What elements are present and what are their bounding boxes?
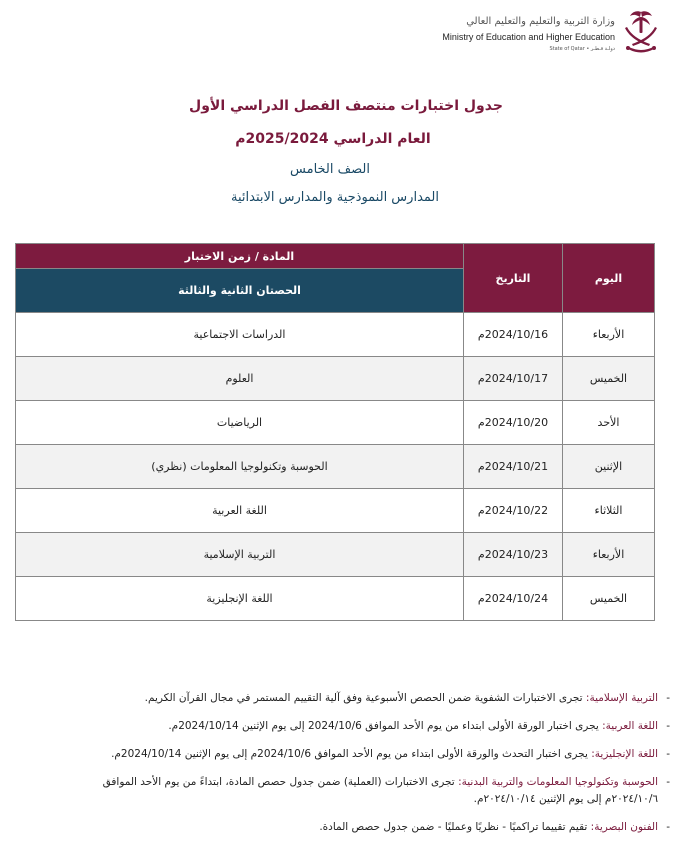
- table-row: [16, 489, 655, 533]
- cell-day: الأربعاء: [563, 313, 655, 357]
- cell-day: الأربعاء: [563, 533, 655, 577]
- cell-day: الخميس: [563, 577, 655, 621]
- cell-date: 2024/10/22م: [464, 489, 563, 533]
- header-date: التاريخ: [464, 244, 563, 313]
- cell-day: الإثنين: [563, 445, 655, 489]
- state-label: State of Qatar • دولـة قـطـر: [549, 46, 615, 52]
- note-label: اللغة العربية:: [602, 720, 658, 732]
- note-item: [70, 746, 668, 763]
- note-label: الحوسبة وتكنولوجيا المعلومات والتربية البدنية:: [458, 776, 658, 788]
- ministry-name-english: Ministry of Education and Higher Education: [442, 32, 615, 42]
- cell-subject: اللغة الإنجليزية: [16, 577, 464, 621]
- header-subject: المادة / زمن الاختبار: [16, 244, 464, 269]
- note-label: الفنون البصرية:: [590, 821, 658, 833]
- cell-subject: الحوسبة وتكنولوجيا المعلومات (نظري): [16, 445, 464, 489]
- note-item: [70, 819, 668, 836]
- cell-day: الأحد: [563, 401, 655, 445]
- note-item: [70, 774, 668, 808]
- ministry-logo: [442, 8, 663, 58]
- table-row: [16, 533, 655, 577]
- cell-date: 2024/10/16م: [464, 313, 563, 357]
- note-label: اللغة الإنجليزية:: [591, 748, 658, 760]
- note-text: يجرى اختبار التحدث والورقة الأولى ابتداء من يوم الأحد الموافق 2024/10/6م إلى يوم الإثنين 2024/10/14م.: [111, 748, 592, 760]
- note-item: [70, 690, 668, 707]
- title-line-1: جدول اختبارات منتصف الفصل الدراسي الأول: [189, 98, 503, 114]
- note-item: [70, 718, 668, 735]
- table-row: [16, 313, 655, 357]
- cell-subject: العلوم: [16, 357, 464, 401]
- ministry-name-arabic: وزارة التربية والتعليم والتعليم العالي: [466, 16, 615, 27]
- header-period: الحصتان الثانية والثالثة: [16, 269, 464, 313]
- note-text: تجرى الاختبارات الشفوية ضمن الحصص الأسبوعية وفق آلية التقييم المستمر في مجال القرآن الكريم.: [144, 692, 586, 704]
- cell-date: 2024/10/21م: [464, 445, 563, 489]
- title-schools: المدارس النموذجية والمدارس الابتدائية: [231, 190, 439, 205]
- cell-day: الخميس: [563, 357, 655, 401]
- cell-date: 2024/10/20م: [464, 401, 563, 445]
- cell-subject: الرياضيات: [16, 401, 464, 445]
- cell-date: 2024/10/24م: [464, 577, 563, 621]
- table-row: [16, 401, 655, 445]
- notes-list: [70, 690, 668, 847]
- cell-subject: الدراسات الاجتماعية: [16, 313, 464, 357]
- note-label: التربية الإسلامية:: [585, 692, 658, 704]
- title-line-2: العام الدراسي 2025/2024م: [235, 131, 431, 147]
- title-grade: الصف الخامس: [290, 162, 370, 177]
- cell-date: 2024/10/17م: [464, 357, 563, 401]
- header-day: اليوم: [563, 244, 655, 313]
- cell-subject: اللغة العربية: [16, 489, 464, 533]
- table-row: [16, 357, 655, 401]
- table-row: [16, 577, 655, 621]
- cell-subject: التربية الإسلامية: [16, 533, 464, 577]
- note-text: يجرى اختبار الورقة الأولى ابتداء من يوم الأحد الموافق 2024/10/6 إلى يوم الإثنين 2024/10/14م.: [168, 720, 603, 732]
- exam-schedule-table: [15, 243, 655, 621]
- note-text: تجرى الاختبارات (العملية) ضمن جدول حصص المادة، ابتداءً من يوم الأحد الموافق ٢٠٢٤/١٠/٦م إلى يوم الإثنين ٢٠٢٤/١٠/١٤م.: [102, 776, 658, 805]
- note-text: تقيم تقييما تراكميًا - نظريًا وعمليًا - ضمن جدول حصص المادة.: [319, 821, 591, 833]
- cell-date: 2024/10/23م: [464, 533, 563, 577]
- cell-day: الثلاثاء: [563, 489, 655, 533]
- qatar-emblem-icon: [619, 8, 663, 54]
- table-row: [16, 445, 655, 489]
